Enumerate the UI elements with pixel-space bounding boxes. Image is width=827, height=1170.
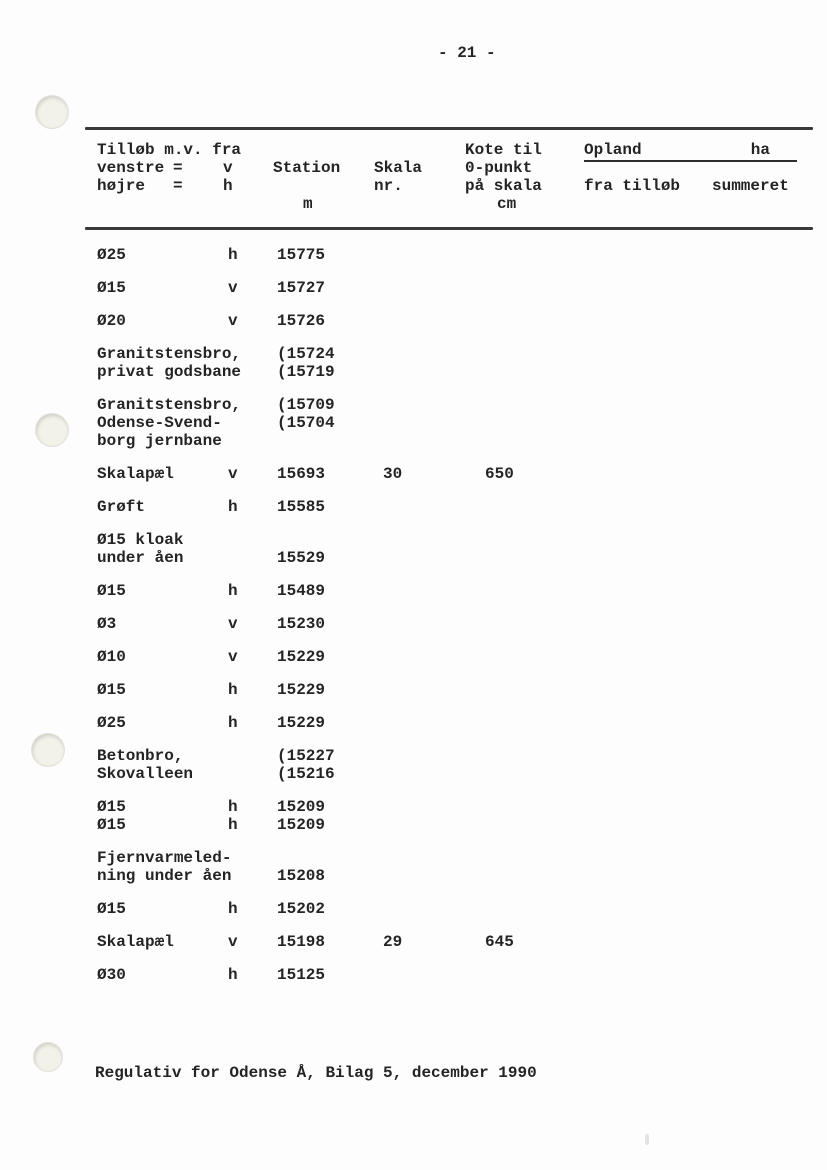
table-row-group (0, 345, 827, 381)
table-row-group (0, 498, 827, 516)
table-body (0, 246, 827, 999)
cell-station: 15693 (277, 465, 326, 483)
cell-name: Fjernvarmeled- (97, 849, 232, 867)
cell-vh: v (228, 615, 238, 633)
cell-name: Ø15 (97, 798, 126, 816)
header-v: v (223, 159, 233, 177)
header-skala: Skala (374, 159, 423, 177)
cell-name: Ø15 (97, 681, 126, 699)
table-row (0, 900, 827, 918)
cell-name: under åen (97, 549, 184, 567)
cell-station: (15227 (277, 747, 335, 765)
table-row (0, 363, 827, 381)
header-venstre: venstre (97, 159, 165, 177)
cell-name: Ø3 (97, 615, 117, 633)
cell-vh: h (228, 246, 238, 264)
table-row-group (0, 465, 827, 483)
cell-station: 15529 (277, 549, 326, 567)
table-row (0, 966, 827, 984)
cell-vh: h (228, 714, 238, 732)
cell-name: Ø25 (97, 714, 126, 732)
header-station: Station (273, 159, 341, 177)
cell-name: Ø15 (97, 582, 126, 600)
table-row-group (0, 615, 827, 633)
table-row (0, 714, 827, 732)
table-row-group (0, 312, 827, 330)
cell-station: (15724 (277, 345, 335, 363)
table-row (0, 396, 827, 414)
cell-vh: h (228, 798, 238, 816)
table-row-group (0, 279, 827, 297)
cell-name: Skovalleen (97, 765, 194, 783)
cell-station: (15719 (277, 363, 335, 381)
cell-name: Skalapæl (97, 465, 174, 483)
table-row-group (0, 396, 827, 450)
header-hojre: højre (97, 177, 146, 195)
cell-name: Ø15 (97, 900, 126, 918)
header-kote-line2: 0-punkt (465, 159, 533, 177)
table-row (0, 246, 827, 264)
header-opland: Opland (584, 141, 642, 159)
cell-station: 15198 (277, 933, 326, 951)
cell-vh: v (228, 279, 238, 297)
cell-vh: h (228, 582, 238, 600)
cell-vh: h (228, 681, 238, 699)
header-skala-nr: nr. (374, 177, 403, 195)
table-row-group (0, 747, 827, 783)
table-row (0, 849, 827, 867)
cell-skala: 29 (383, 933, 403, 951)
table-row-group (0, 933, 827, 951)
header-opland-group (584, 141, 797, 162)
table-row-group (0, 246, 827, 264)
table-row (0, 312, 827, 330)
table-row (0, 615, 827, 633)
cell-station: 15726 (277, 312, 326, 330)
table-row (0, 681, 827, 699)
cell-name: Granitstensbro, (97, 396, 242, 414)
cell-station: 15202 (277, 900, 326, 918)
cell-vh: v (228, 312, 238, 330)
page-number: - 21 - (438, 44, 496, 62)
cell-station: (15709 (277, 396, 335, 414)
table-row-group (0, 648, 827, 666)
cell-name: Granitstensbro, (97, 345, 242, 363)
header-equals: = (173, 177, 183, 195)
header-kote-line3: på skala (465, 177, 542, 195)
cell-station: 15229 (277, 648, 326, 666)
table-row (0, 279, 827, 297)
table-row (0, 765, 827, 783)
cell-station: 15229 (277, 714, 326, 732)
cell-station: 15585 (277, 498, 326, 516)
cell-skala: 30 (383, 465, 403, 483)
cell-vh: h (228, 966, 238, 984)
table-row (0, 345, 827, 363)
footer-text: Regulativ for Odense Å, Bilag 5, december 1990 (95, 1064, 537, 1082)
cell-station: 15209 (277, 816, 326, 834)
cell-name: Ø15 (97, 279, 126, 297)
table-row (0, 798, 827, 816)
cell-name: Ø20 (97, 312, 126, 330)
header-tilob-line1: Tilløb m.v. fra (97, 141, 242, 159)
cell-name: Ø25 (97, 246, 126, 264)
cell-station: 15775 (277, 246, 326, 264)
cell-name: Ø10 (97, 648, 126, 666)
punch-hole (36, 96, 68, 128)
cell-vh: v (228, 648, 238, 666)
table-row (0, 582, 827, 600)
cell-station: 15125 (277, 966, 326, 984)
table-row-group (0, 900, 827, 918)
table-row-group (0, 582, 827, 600)
cell-station: 15230 (277, 615, 326, 633)
table-row-group (0, 798, 827, 834)
cell-vh: h (228, 816, 238, 834)
header-fra-tilob: fra tilløb (584, 177, 681, 195)
cell-vh: v (228, 465, 238, 483)
cell-station: 15727 (277, 279, 326, 297)
cell-vh: h (228, 900, 238, 918)
cell-station: 15208 (277, 867, 326, 885)
table-row (0, 531, 827, 549)
header-station-unit: m (303, 195, 313, 213)
table-row (0, 747, 827, 765)
cell-kote: 645 (485, 933, 514, 951)
cell-vh: h (228, 498, 238, 516)
header-summeret: summeret (712, 177, 789, 195)
cell-name: Betonbro, (97, 747, 184, 765)
table-row-group (0, 966, 827, 984)
table-row (0, 432, 827, 450)
cell-name: Grøft (97, 498, 146, 516)
cell-station: 15489 (277, 582, 326, 600)
scan-artifact (645, 1134, 649, 1145)
table-top-rule (85, 127, 813, 130)
header-kote-unit: cm (497, 195, 517, 213)
header-opland-unit: ha (750, 141, 770, 159)
table-row-group (0, 714, 827, 732)
cell-station: 15229 (277, 681, 326, 699)
table-row (0, 816, 827, 834)
cell-name: Odense-Svend- (97, 414, 222, 432)
punch-hole (34, 1043, 62, 1071)
cell-name: borg jernbane (97, 432, 222, 450)
cell-kote: 650 (485, 465, 514, 483)
cell-vh: v (228, 933, 238, 951)
cell-name: privat godsbane (97, 363, 242, 381)
table-row (0, 414, 827, 432)
table-row (0, 648, 827, 666)
table-row (0, 465, 827, 483)
table-row-group (0, 531, 827, 567)
cell-station: (15704 (277, 414, 335, 432)
cell-name: Ø30 (97, 966, 126, 984)
table-row-group (0, 681, 827, 699)
cell-name: ning under åen (97, 867, 232, 885)
table-row (0, 933, 827, 951)
cell-name: Ø15 (97, 816, 126, 834)
header-equals: = (173, 159, 183, 177)
cell-name: Ø15 kloak (97, 531, 184, 549)
table-row-group (0, 849, 827, 885)
cell-station: (15216 (277, 765, 335, 783)
cell-name: Skalapæl (97, 933, 174, 951)
table-row (0, 549, 827, 567)
cell-station: 15209 (277, 798, 326, 816)
table-row (0, 498, 827, 516)
header-h: h (223, 177, 233, 195)
header-kote-line1: Kote til (465, 141, 542, 159)
table-header-rule (85, 227, 813, 230)
table-row (0, 867, 827, 885)
